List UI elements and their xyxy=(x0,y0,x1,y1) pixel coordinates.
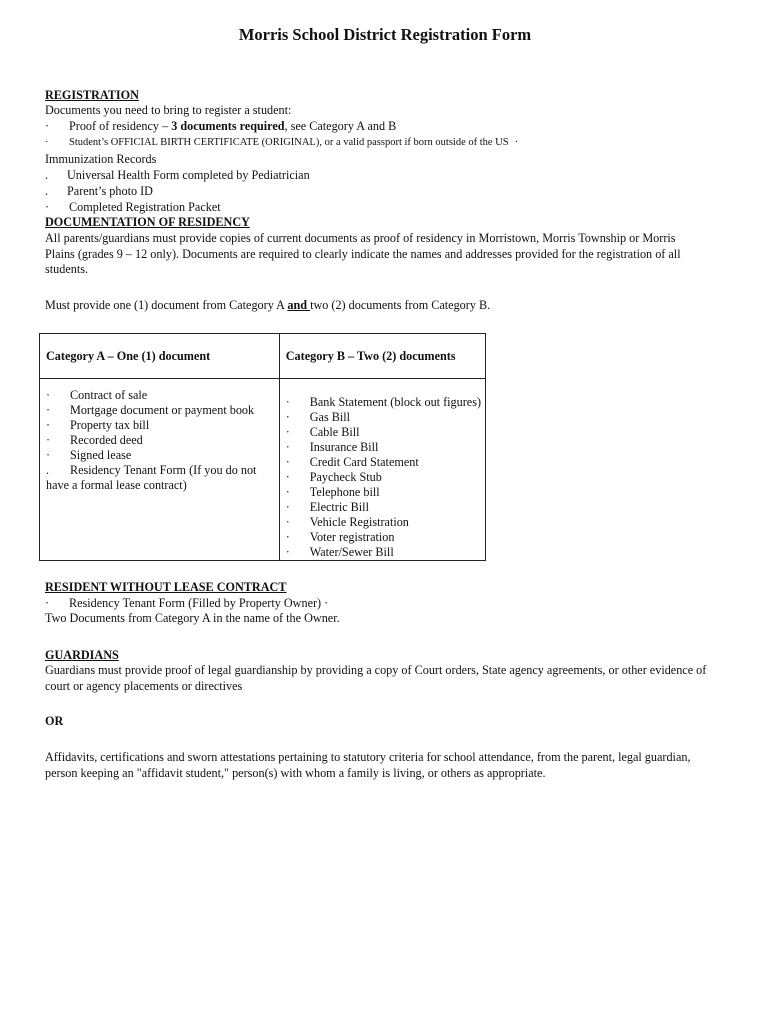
item-text: Mortgage document or payment book xyxy=(70,403,255,417)
category-b-item xyxy=(286,470,481,485)
requirement-text: Must provide one (1) document from Category A xyxy=(45,298,288,312)
immunization-records: Immunization Records xyxy=(45,152,157,166)
item-text: Water/Sewer Bill xyxy=(309,545,394,559)
category-b-list xyxy=(286,395,481,560)
health-form-item xyxy=(45,168,310,183)
item-text: Recorded deed xyxy=(70,433,143,447)
bullet: · xyxy=(285,515,290,529)
item-text: Cable Bill xyxy=(309,425,360,439)
bullet: · xyxy=(285,470,290,484)
no-lease-text: Two Documents from Category A in the name of the Owner. xyxy=(45,611,340,625)
category-b-item xyxy=(286,530,481,545)
item-text: Parent’s photo ID xyxy=(67,184,153,198)
category-a-item xyxy=(46,388,275,403)
bullet: · xyxy=(285,455,290,469)
category-a-cell xyxy=(40,379,280,561)
bullet: · xyxy=(285,530,290,544)
item-text: Universal Health Form completed by Pediatrician xyxy=(67,168,310,182)
bullet: · xyxy=(285,425,290,439)
bullet: · xyxy=(285,485,290,499)
category-b-item xyxy=(286,545,481,560)
item-text: Student’s OFFICIAL BIRTH CERTIFICATE (ORIGINAL), or a valid passport if born outside of the US xyxy=(69,137,509,148)
category-a-item xyxy=(46,448,275,463)
category-b-cell xyxy=(279,379,485,561)
item-text: Telephone bill xyxy=(309,485,380,499)
birth-certificate-item xyxy=(45,135,518,150)
bullet: · xyxy=(285,545,290,559)
guardians-text-line: court or agency placements or directives xyxy=(45,679,243,693)
registration-packet-item xyxy=(45,200,221,215)
bullet: · xyxy=(46,388,51,402)
item-text: Bank Statement (block out figures) xyxy=(309,395,481,409)
item-bold-text: 3 documents required xyxy=(171,119,285,133)
residency-text-line: Plains (grades 9 – 12 only). Documents are required to clearly indicate the names and addresses provided for the registration of all xyxy=(45,247,681,261)
item-text: Electric Bill xyxy=(309,500,369,514)
residency-text-line: students. xyxy=(45,262,88,276)
category-a-header: Category A – One (1) document xyxy=(40,334,280,379)
page-title: Morris School District Registration Form xyxy=(238,25,532,44)
trailing-bullet: · xyxy=(514,137,519,148)
category-b-item xyxy=(286,410,481,425)
requirement-and: and xyxy=(287,298,311,312)
bullet: . xyxy=(46,463,50,477)
no-lease-item xyxy=(45,596,328,611)
bullet: · xyxy=(46,448,51,462)
category-a-item xyxy=(46,433,275,448)
category-a-list xyxy=(46,388,275,463)
item-text: Proof of residency – xyxy=(69,119,172,133)
category-a-item xyxy=(46,463,275,478)
category-b-item xyxy=(286,515,481,530)
bullet: . xyxy=(45,184,49,198)
bullet: · xyxy=(285,500,290,514)
item-text: Voter registration xyxy=(309,530,395,544)
item-text: Residency Tenant Form (Filled by Property Owner) · xyxy=(69,596,329,610)
category-table xyxy=(39,333,486,561)
bullet: · xyxy=(45,200,50,214)
affidavit-text-line: Affidavits, certifications and sworn attestations pertaining to statutory criteria for school attendance, from the parent, legal guardian, xyxy=(45,750,691,764)
bullet: · xyxy=(46,418,51,432)
registration-heading: REGISTRATION xyxy=(45,88,139,102)
item-text: Completed Registration Packet xyxy=(69,200,221,214)
bullet: · xyxy=(285,440,290,454)
category-a-item xyxy=(46,418,275,433)
bullet: · xyxy=(46,433,51,447)
bullet: . xyxy=(45,168,49,182)
item-text: Vehicle Registration xyxy=(309,515,409,529)
category-b-header: Category B – Two (2) documents xyxy=(279,334,485,379)
item-text: Residency Tenant Form (If you do not xyxy=(70,463,257,477)
item-text: Insurance Bill xyxy=(309,440,379,454)
item-text: Signed lease xyxy=(70,448,132,462)
category-b-item xyxy=(286,425,481,440)
bullet: · xyxy=(285,395,290,409)
bullet: · xyxy=(285,410,290,424)
category-b-item xyxy=(286,485,481,500)
guardians-text-line: Guardians must provide proof of legal guardianship by providing a copy of Court orders, State agency agreements, or other evidence of xyxy=(45,663,707,677)
bullet: · xyxy=(46,403,51,417)
or-separator: OR xyxy=(45,714,64,728)
affidavit-text-line: person keeping an "affidavit student," person(s) with whom a family is living, or others as appropriate. xyxy=(45,766,546,780)
item-text: Paycheck Stub xyxy=(309,470,382,484)
category-b-item xyxy=(286,455,481,470)
no-lease-heading: RESIDENT WITHOUT LEASE CONTRACT xyxy=(45,580,287,594)
registration-intro: Documents you need to bring to register a student: xyxy=(45,103,292,117)
category-b-item xyxy=(286,500,481,515)
photo-id-item xyxy=(45,184,153,199)
bullet: · xyxy=(45,137,49,148)
requirement-text-tail: two (2) documents from Category B. xyxy=(310,298,491,312)
category-a-item-continued: have a formal lease contract) xyxy=(46,478,187,492)
item-text-tail: , see Category A and B xyxy=(284,119,397,133)
item-text: Credit Card Statement xyxy=(309,455,419,469)
bullet: · xyxy=(45,119,50,133)
item-text: Property tax bill xyxy=(70,418,150,432)
item-text: Contract of sale xyxy=(70,388,148,402)
bullet: · xyxy=(45,596,50,610)
proof-of-residency-item xyxy=(45,119,396,134)
residency-text-line: All parents/guardians must provide copies of current documents as proof of residency in Morristown, Morris Township or Morris xyxy=(45,231,676,245)
category-b-item xyxy=(286,395,481,410)
category-a-item xyxy=(46,403,275,418)
item-text: Gas Bill xyxy=(309,410,351,424)
category-requirement xyxy=(45,298,490,313)
category-b-item xyxy=(286,440,481,455)
guardians-heading: GUARDIANS xyxy=(45,648,119,662)
residency-heading: DOCUMENTATION OF RESIDENCY xyxy=(45,215,250,229)
